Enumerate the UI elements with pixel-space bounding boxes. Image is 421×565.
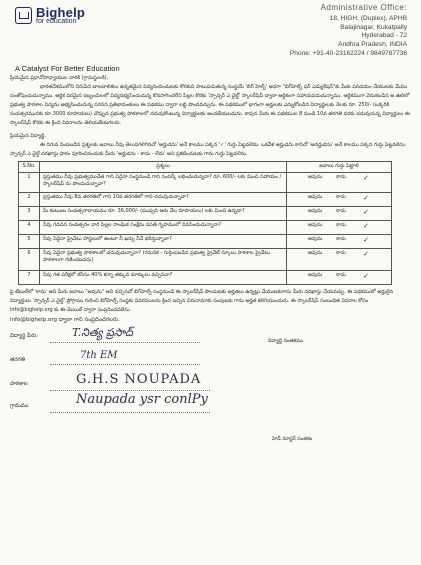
table-row	[19, 172, 392, 192]
office-address	[290, 4, 407, 59]
field-underline	[50, 364, 200, 365]
village-label: గ్రామము	[10, 402, 29, 409]
checkmark-icon: ✓	[363, 173, 369, 182]
row-question: మీ కుటుంబ సంవత్సరాదాయము రూ. 36,000/- (ముప్పది ఆరు వేల రూపాయలు) లకు మించి ఉన్నదా?	[40, 206, 287, 220]
row-question: ప్రస్తుతము నీవు ప్రభుత్వముచేత గాని ఏదైనా సంస్థనుండి గాని సంపర్క్ లభించుచున్నదా? రూ. 600/- లకు మించి సహాయం / స్కాలర్‌షిప్ ను పొందుచున్నావా?	[40, 172, 287, 192]
brand-sub: for education	[36, 18, 77, 25]
answer-no: కాదు	[336, 271, 346, 278]
answer-cell[interactable]	[287, 172, 392, 192]
village-value: Naupada ysr conlPy	[76, 391, 208, 407]
checkmark-icon: ✓	[363, 221, 369, 230]
table-row	[19, 234, 392, 248]
address-line: Andhra Pradesh, INDIA	[338, 41, 407, 49]
closing-text: పై టేబుల్‌లో 'కాదు' అని మీరు జవాబు "అవును" అని వచ్చినచో బిగ్‌హెల్ప్ సంస్థనుండి ఈ స్కాలర్‌షిప్ పొందుటకు అర్హతలు ఉన్నట్లు చేయుటకుగాను మీరు దరఖాస్తు చేయవచ్చు. ఈ పథకములో అర్హులైన విద్యార్థులు 'స్పాన్సర్ ఎ చైల్డ్' ప్రోగ్రాము గురించి బిగ్‌హెల్ప్ సంస్థకు వివరములను క్రింద ఇచ్చిన చిరునామాకు పంపుటకు గాను అర్హత కలిగియుందురు. ఈ స్కాలర్‌షిప్ సంబంధిత వివరాల కోసం info@bighelp.org కు ఈ-మెయిల్ ద్వారా సంప్రదించవలెను.	[10, 288, 394, 313]
answer-yes: అవును	[308, 193, 323, 200]
bighelp-logo-icon	[15, 7, 32, 24]
student-name-value: T.నిత్య ప్రసాద్	[72, 325, 133, 339]
tagline: A Catalyst For Better Education	[15, 64, 120, 73]
answer-no: కాదు	[336, 207, 346, 214]
answer-no: కాదు	[336, 249, 346, 256]
col-header-question: ప్రశ్నలు	[40, 161, 287, 172]
student-name-label: విద్యార్థి పేరు:	[10, 332, 39, 339]
address-line: Balajinagar, Kukatpally	[340, 23, 407, 31]
row-question: నీవు ఏదైనా ప్రభుత్వ పాఠశాలలో చదువుచున్నావా? (గమనిక - గుర్తింపబడిన ప్రభుత్వ ప్రైవేట్ స్కూలు పాఠశాల ప్రైవేటు పాఠశాలగా గణించబడదు)	[40, 248, 287, 270]
class-label: తరగతి	[10, 356, 26, 363]
answer-cell[interactable]	[287, 248, 392, 270]
village-field[interactable]	[10, 402, 50, 410]
instruction-paragraph: ఈ దిగువ నింపబడిన ప్రశ్నలకు జవాబు నీవు తెలుపగలిగినచో 'అర్హుడను' అనే కాలము పక్కన '✓' గుర్తు పెట్టవలెను. ఒకవేళ అర్హుడను కానిచో 'అనర్హుడను' అనే కాలము పక్కన గుర్తు పెట్టవలెను. స్పాన్సర్ ఎ చైల్డ్ దరఖాస్తు ఫారం పూరించినందుకు మీరు 'అర్హుడను - కాదు - లేదు' అని ప్రకటించుటకు గాను గుర్తు పెట్టవలెను.	[10, 141, 407, 157]
field-underline	[50, 390, 210, 391]
table-row	[19, 220, 392, 234]
student-name-field[interactable]	[10, 332, 50, 340]
checkmark-icon: ✓	[363, 235, 369, 244]
answer-no: కాదు	[336, 173, 346, 180]
row-number: 6	[19, 248, 40, 270]
answer-no: కాదు	[336, 193, 346, 200]
brand-name: Bighelp	[36, 5, 86, 20]
eligibility-table	[18, 161, 392, 285]
student-greeting: ప్రియమైన విద్యార్థి,	[10, 132, 46, 139]
letterhead	[10, 4, 411, 74]
answer-no: కాదు	[336, 221, 346, 228]
field-underline	[50, 342, 200, 343]
row-question: నీవు గత పరీక్షలో కనీసం 40% కన్నా తక్కువ మార్కులు వచ్చినవా?	[40, 270, 287, 284]
answer-yes: అవును	[308, 271, 323, 278]
row-question: నీవు ఏదైనా ప్రైవేటు హాస్టలులో ఉంటూ నీ ఖర్చు నీవే భరిస్తున్నావా?	[40, 234, 287, 248]
answer-no: కాదు	[336, 235, 346, 242]
row-number: 5	[19, 234, 40, 248]
school-value: G.H.S NOUPADA	[76, 371, 202, 387]
field-underline	[50, 412, 210, 413]
row-number: 3	[19, 206, 40, 220]
answer-yes: అవును	[308, 221, 323, 228]
school-field[interactable]	[10, 380, 50, 388]
salutation: ప్రియమైన ప్రధానోపాధ్యాయుల వారికి (గ్రామస్థులకి),	[10, 75, 109, 81]
student-details	[10, 325, 411, 453]
checkmark-icon: ✓	[363, 271, 369, 280]
closing-paragraph	[10, 288, 411, 325]
col-header-sno: S.No.	[19, 161, 40, 172]
class-field[interactable]	[10, 356, 50, 364]
table-row	[19, 248, 392, 270]
row-question: నీవు గడచిన సంవత్సరం వారి పిల్లల సాంఘిక సంక్షేమ వసతి గృహములో నివసించుచున్నావా?	[40, 220, 287, 234]
checkmark-icon: ✓	[363, 207, 369, 216]
row-number: 7	[19, 270, 40, 284]
table-row	[19, 192, 392, 206]
class-value: 7th EM	[80, 349, 118, 361]
school-label: పాఠశాల	[10, 380, 28, 387]
student-signature-label: విద్యార్థి సంతకము	[268, 337, 304, 344]
intro-paragraph: భారతదేశములోని నిరుపేద బాలబాలికలు ఉన్నతమైన విద్యనందించుటకు కొరకుని పాటుపడుతున్న సంస్థయే 'బిగ్ హెల్ప్' అనగా "బిగ్‌హెల్ప్ ఫర్ ఎడ్యుకేషన్"కు మీకు పరిచయం చేయుటకు మేము సంతోషించుచున్నాము. ఆర్థిక పరమైన ఇబ్బందులలో విద్యనభ్యసించుచున్న కొనసాగించలేని పిల్లల కొరకు 'స్పాన్సర్ ఎ చైల్డ్' స్కాలర్‌షిప్ ద్వారా ఆర్థికంగా సహాయపడుచున్నాము. ఆర్థికముగా వెనుకబడిన ఆ ఊరిలో ప్రభుత్వ పాఠశాల విద్యను అభ్యసించుచున్న సరసన ప్రతిభావంతులు ఈ పథకము ద్వారా లబ్ధి పొందవచ్చును. ఈ పథకములో భాగంగా అర్హులకు ఎన్నుకోబడిన విద్యార్థులకు నెలకు రూ. 250/- (ఒక్కరికి సంవత్సరమునకు రూ.3000 రూపాయలు) చొప్పున ప్రభుత్వ పాఠశాలలో చదువుకొంటున్న విద్యార్థులకు అందజేయబడును. కావున మీరు ఈ పథకముల 8 నుండి 10వ తరగతి వరకు చదువుచున్న విద్యార్థులు ఈ స్కాలర్‌షిప్ కొరకు ఈ క్రింది వివరాలను తెలియజేయగలరు.	[10, 84, 410, 127]
answer-cell[interactable]	[287, 270, 392, 284]
checkmark-icon: ✓	[363, 249, 369, 258]
office-title: Administrative Office:	[320, 3, 407, 12]
row-number: 4	[19, 220, 40, 234]
answer-yes: అవును	[308, 249, 323, 256]
letter-body	[10, 74, 411, 159]
contact-email: info@bighelp.org ద్వారా గాని సంప్రదించగలరు.	[10, 316, 120, 323]
checkmark-icon: ✓	[363, 193, 369, 202]
answer-cell[interactable]	[287, 206, 392, 220]
table-row	[19, 270, 392, 284]
answer-yes: అవును	[308, 207, 323, 214]
row-number: 2	[19, 192, 40, 206]
table-header-row	[19, 161, 392, 172]
row-question: ప్రస్తుతము నీవు 8వ తరగతిలో గాని 10వ తరగతిలో గాని చదువుచున్నావా?	[40, 192, 287, 206]
row-number: 1	[19, 172, 40, 192]
answer-yes: అవును	[308, 235, 323, 242]
answer-yes: అవును	[308, 173, 323, 180]
col-header-answer: జవాబు గుర్తు పెట్టాలి	[287, 161, 392, 172]
address-line: Phone: +91-40-23162224 / 9849787736	[289, 49, 407, 57]
brand	[36, 5, 85, 25]
headmaster-signature-label: హెడ్ మాస్టర్ సంతకం	[272, 435, 313, 442]
answer-cell[interactable]	[287, 220, 392, 234]
answer-cell[interactable]	[287, 192, 392, 206]
address-line: 18, HIGH, (Duplex), APHB	[329, 14, 407, 22]
table-row	[19, 206, 392, 220]
address-line: Hyderabad - 72	[361, 32, 407, 40]
answer-cell[interactable]	[287, 234, 392, 248]
